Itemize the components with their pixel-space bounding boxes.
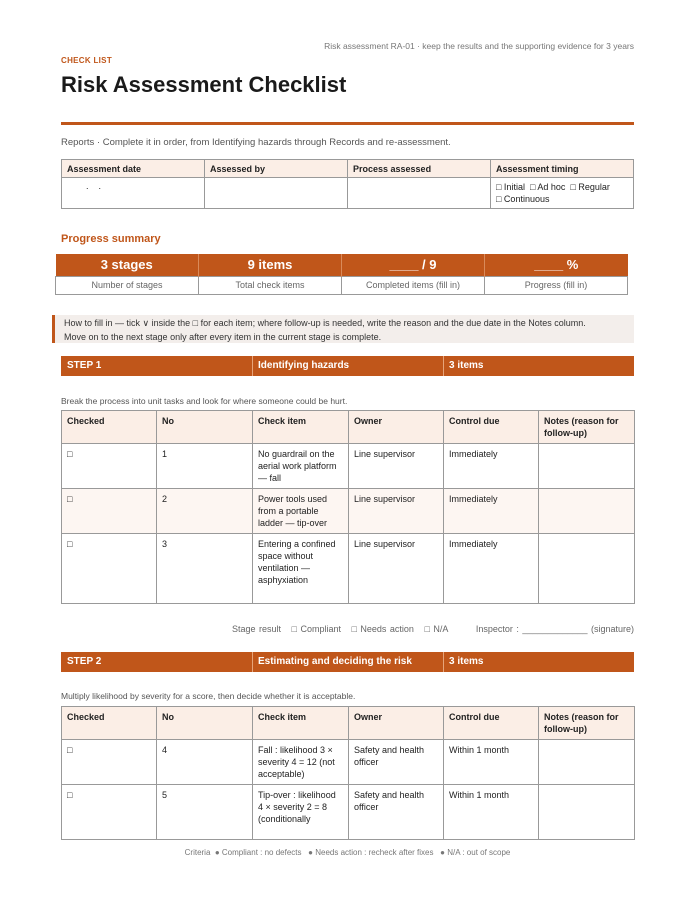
summary-items-caption: Total check items <box>199 276 342 294</box>
owner: Line supervisor <box>349 444 444 489</box>
owner: Line supervisor <box>349 534 444 604</box>
checkbox[interactable]: □ <box>62 534 157 604</box>
control-due: Within 1 month <box>444 740 539 785</box>
step-2-count: 3 items <box>449 656 484 667</box>
checkbox[interactable]: □ <box>62 489 157 534</box>
page-title: Risk Assessment Checklist <box>61 72 347 97</box>
info-header-timing: Assessment timing <box>491 160 634 178</box>
step-2-name: Estimating and deciding the risk <box>258 656 412 667</box>
notes-field[interactable] <box>539 444 635 489</box>
title-rule <box>61 122 634 125</box>
assessment-date-field[interactable] <box>62 178 205 209</box>
check-item: Entering a confined space without ventilation — asphyxiation <box>253 534 349 604</box>
summary-stages-value: 3 stages <box>56 254 199 276</box>
summary-items-value: 9 items <box>199 254 342 276</box>
table-row <box>62 444 635 489</box>
step-1-bar <box>61 356 634 376</box>
notes-field[interactable] <box>539 534 635 604</box>
col-checked: Checked <box>62 707 157 740</box>
col-owner: Owner <box>349 707 444 740</box>
step-2-bar <box>61 652 634 672</box>
summary-completed-caption: Completed items (fill in) <box>342 276 485 294</box>
control-due: Within 1 month <box>444 785 539 840</box>
progress-summary-heading: Progress summary <box>61 233 161 245</box>
check-item: Power tools used from a portable ladder — tip-over <box>253 489 349 534</box>
owner: Safety and health officer <box>349 785 444 840</box>
notes-field[interactable] <box>539 785 635 840</box>
summary-completed-value[interactable]: ____ / 9 <box>342 254 485 276</box>
step-1-description: Break the process into unit tasks and look for where someone could be hurt. <box>61 396 348 406</box>
assessment-timing-field[interactable] <box>491 178 634 209</box>
step-2-label: STEP 2 <box>67 656 102 667</box>
col-control-due: Control due <box>444 707 539 740</box>
step-1-name: Identifying hazards <box>258 360 350 371</box>
intro-text: Reports · Complete it in order, from Identifying hazards through Records and re-assessment. <box>61 137 451 148</box>
check-item: Fall : likelihood 3 × severity 4 = 12 (not acceptable) <box>253 740 349 785</box>
info-header-date: Assessment date <box>62 160 205 178</box>
col-check-item: Check item <box>253 707 349 740</box>
assessment-date-value: . . <box>86 181 102 191</box>
step-2-table <box>61 706 635 840</box>
table-row <box>62 534 635 604</box>
how-to-line-2: Move on to the next stage only after every item in the current stage is complete. <box>64 332 382 342</box>
col-notes: Notes (reason for follow-up) <box>539 411 635 444</box>
owner: Line supervisor <box>349 489 444 534</box>
criteria-legend: Criteria ● Compliant : no defects ● Needs action : recheck after fixes ● N/A : out of scope <box>184 848 511 857</box>
row-no: 2 <box>157 489 253 534</box>
process-assessed-field[interactable] <box>348 178 491 209</box>
table-row <box>62 740 635 785</box>
row-no: 4 <box>157 740 253 785</box>
col-no: No <box>157 411 253 444</box>
col-no: No <box>157 707 253 740</box>
step-2-description: Multiply likelihood by severity for a score, then decide whether it is acceptable. <box>61 691 356 701</box>
col-control-due: Control due <box>444 411 539 444</box>
timing-options[interactable]: □ Initial □ Ad hoc □ Regular <box>496 182 610 192</box>
summary-progress-caption: Progress (fill in) <box>485 276 628 294</box>
assessed-by-field[interactable] <box>205 178 348 209</box>
col-checked: Checked <box>62 411 157 444</box>
how-to-line-1: How to fill in — tick ∨ inside the □ for each item; where follow-up is needed, write the reason and the due date in the Notes column. <box>64 318 586 328</box>
assessment-info-table <box>61 159 634 209</box>
info-header-process: Process assessed <box>348 160 491 178</box>
row-no: 3 <box>157 534 253 604</box>
checkbox[interactable]: □ <box>62 444 157 489</box>
checkbox[interactable]: □ <box>62 740 157 785</box>
info-header-assessor: Assessed by <box>205 160 348 178</box>
check-item: Tip-over : likelihood 4 × severity 2 = 8 (conditionally <box>253 785 349 840</box>
progress-summary-table <box>55 254 628 295</box>
step-1-label: STEP 1 <box>67 360 102 371</box>
col-owner: Owner <box>349 411 444 444</box>
notes-field[interactable] <box>539 740 635 785</box>
control-due: Immediately <box>444 534 539 604</box>
timing-options-2[interactable]: □ Continuous <box>496 194 550 204</box>
col-notes: Notes (reason for follow-up) <box>539 707 635 740</box>
owner: Safety and health officer <box>349 740 444 785</box>
step-1-table <box>61 410 635 604</box>
row-no: 1 <box>157 444 253 489</box>
check-item: No guardrail on the aerial work platform — fall <box>253 444 349 489</box>
control-due: Immediately <box>444 489 539 534</box>
notes-field[interactable] <box>539 489 635 534</box>
kicker: CHECK LIST <box>61 56 112 65</box>
table-row <box>62 785 635 840</box>
table-row <box>62 489 635 534</box>
control-due: Immediately <box>444 444 539 489</box>
summary-progress-value[interactable]: ____ % <box>485 254 628 276</box>
how-to-fill-note <box>52 315 634 343</box>
step-1-count: 3 items <box>449 360 484 371</box>
col-check-item: Check item <box>253 411 349 444</box>
stage-result-line[interactable]: Stage result □ Compliant □ Needs action □ N/A Inspector : _____________ (signature) <box>231 624 634 634</box>
top-note: Risk assessment RA-01 · keep the results and the supporting evidence for 3 years <box>324 41 634 51</box>
summary-stages-caption: Number of stages <box>56 276 199 294</box>
checkbox[interactable]: □ <box>62 785 157 840</box>
row-no: 5 <box>157 785 253 840</box>
